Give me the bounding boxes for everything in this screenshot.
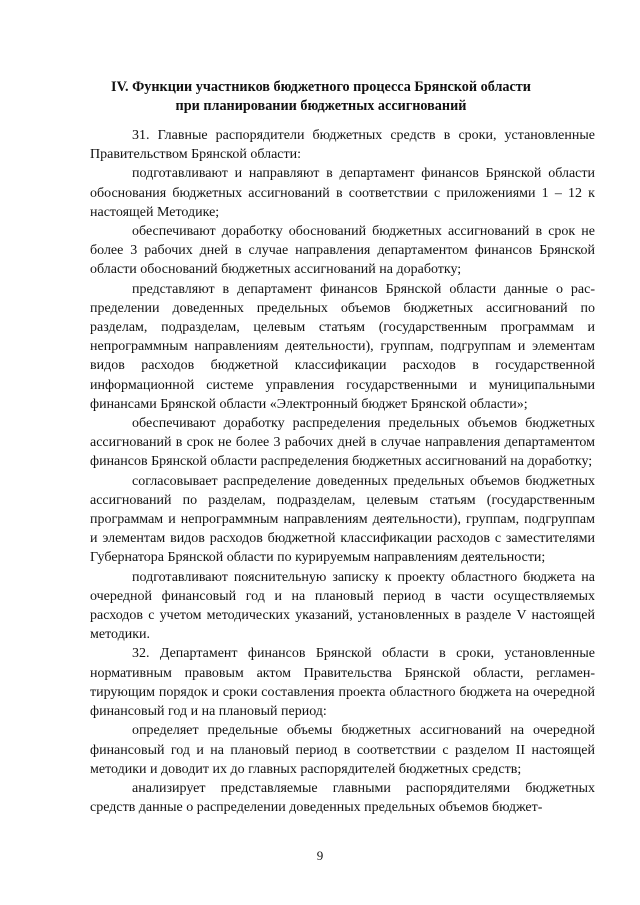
- section-heading-line-2: при планировании бюджетных ассигнований: [175, 98, 467, 114]
- paragraph-32-intro: 32. Департамент финансов Брянской области в сроки, установленные нормативным правовым актом Правительства Брянской области, регламентирующим порядок и сроки составления проекта областного бюджета на очередной финансовый год и на плановый период:: [90, 646, 595, 720]
- page-number: 9: [316, 848, 324, 863]
- paragraph-item: анализирует представляемые главными распорядителями бюджетных средств данные о распределении доведенных предельных объемов бюджет-: [90, 780, 595, 816]
- paragraph-item: обеспечивают доработку обоснований бюджетных ассигнований в срок не более 3 рабочих дней в случае направления департаментом финансов Брянской области обоснований бюджетных ассигнований на доработку;: [90, 224, 595, 278]
- document-body: [90, 126, 595, 817]
- paragraph-item: обеспечивают доработку распределения предельных объемов бюджетных ассигнований в срок не более 3 рабочих дней в случае направления департаментом финансов Брянской области распределения бюджетных ассигнований на доработку;: [90, 416, 595, 470]
- section-heading: [90, 78, 552, 116]
- paragraph-item: подготавливают пояснительную записку к проекту областного бюджета на очередной финансовый год и на плановый период в части осуществляемых расходов с учетом методических указаний, установленных в разделе V настоящей методики.: [90, 569, 595, 643]
- section-heading-line-1: IV. Функции участников бюджетного процесса Брянской области: [111, 79, 531, 95]
- paragraph-31-intro: 31. Главные распорядители бюджетных средств в сроки, установленные Правительством Брянской области:: [90, 128, 595, 163]
- paragraph-item: согласовывает распределение доведенных предельных объемов бюджетных ассигнований по разделам, подразделам, целевым статьям (государственным программам и непрограммным направлениям деятельности), группам, подгруппам и элементам видов расходов бюджетной классификации расходов с заместителями Губернатора Брянской области по курируемым направлениям деятельности;: [90, 473, 595, 566]
- paragraph-item: определяет предельные объемы бюджетных ассигнований на очередной финансовый год и на плановый период в соответствии с разделом II настоящей методики и доводит их до главных распорядителей бюджетных средств;: [90, 723, 595, 777]
- paragraph-item: представляют в департамент финансов Брянской области данные о распределении доведенных предельных объемов бюджетных ассигнований по разделам, подразделам, целевым статьям (государственным программам и непрограммным направлениям деятельности), группам, подгруппам и элементам видов расходов бюджетной классификации расходов в государственной информационной системе управления государственными и муниципальными финансами Брянской области «Электронный бюджет Брянской области»;: [90, 281, 595, 412]
- paragraph-item: подготавливают и направляют в департамент финансов Брянской области обоснования бюджетных ассигнований в соответствии с приложениями 1 – 12 к настоящей Методике;: [90, 166, 595, 220]
